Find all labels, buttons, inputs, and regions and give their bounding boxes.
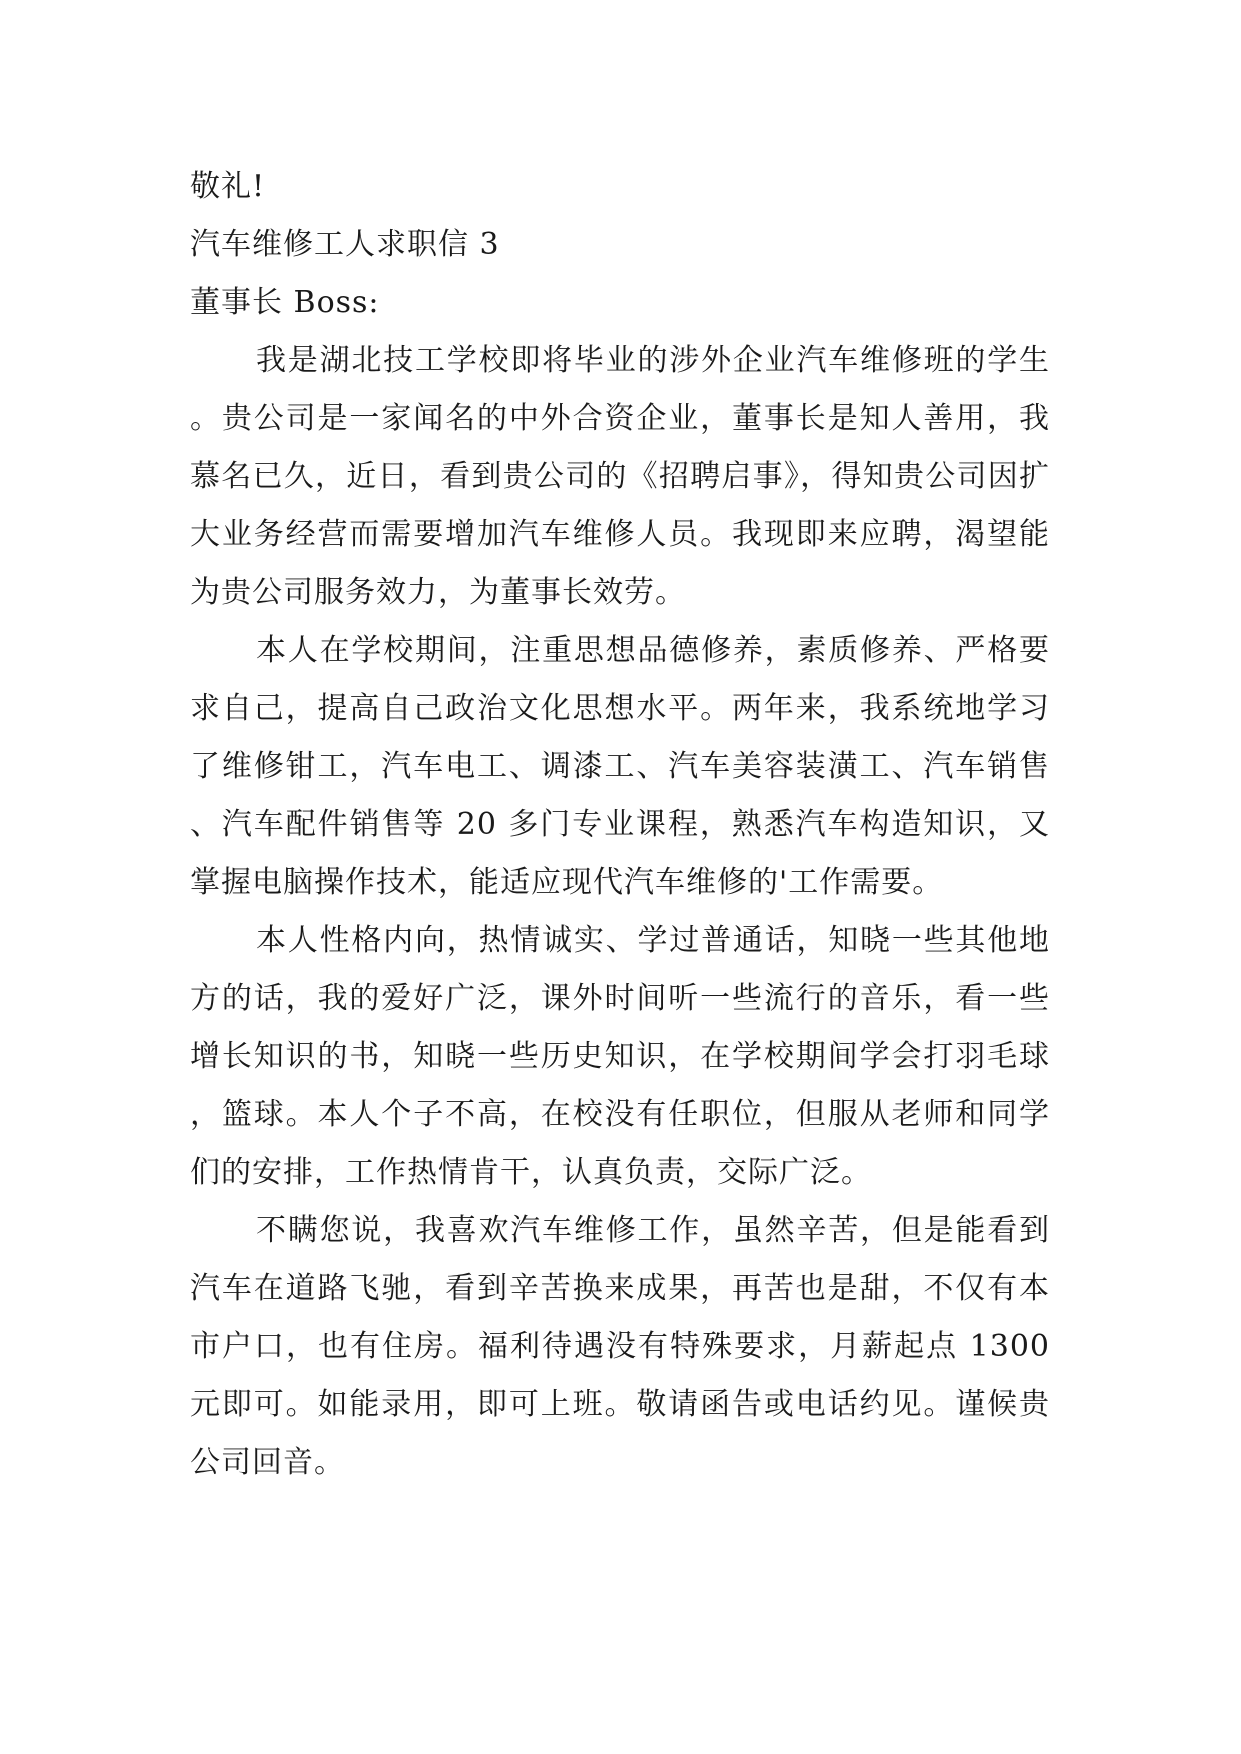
letter-title: 汽车维修工人求职信 3 (190, 227, 500, 262)
paragraph-education: 本人在学校期间，注重思想品德修养，素质修养、严格要求自己，提高自己政治文化思想水平。两年来，我系统地学习了维修钳工，汽车电工、调漆工、汽车美容装潢工、汽车销售、汽车配件销售等 20 多门专业课程，熟悉汽车构造知识，又掌握电脑操作技术，能适应现代汽车维修的'工作需要。 (190, 633, 1050, 900)
paragraph-expectations: 不瞒您说，我喜欢汽车维修工作，虽然辛苦，但是能看到汽车在道路飞驰，看到辛苦换来成果，再苦也是甜，不仅有本市户口，也有住房。福利待遇没有特殊要求，月薪起点 1300 元即可。如能录用，即可上班。敬请函告或电话约见。谨候贵公司回音。 (190, 1213, 1050, 1480)
paragraph-introduction: 我是湖北技工学校即将毕业的涉外企业汽车维修班的学生。贵公司是一家闻名的中外合资企业，董事长是知人善用，我慕名已久，近日，看到贵公司的《招聘启事》，得知贵公司因扩大业务经营而需要增加汽车维修人员。我现即来应聘，渴望能为贵公司服务效力，为董事长效劳。 (190, 343, 1050, 610)
letter-body (190, 158, 1050, 1492)
paragraph-personality: 本人性格内向，热情诚实、学过普通话，知晓一些其他地方的话，我的爱好广泛，课外时间听一些流行的音乐，看一些增长知识的书，知晓一些历史知识，在学校期间学会打羽毛球，篮球。本人个子不高，在校没有任职位，但服从老师和同学们的安排，工作热情肯干，认真负责，交际广泛。 (190, 923, 1050, 1190)
closing-line: 敬礼! (190, 169, 266, 204)
salutation: 董事长 Boss: (190, 285, 380, 320)
